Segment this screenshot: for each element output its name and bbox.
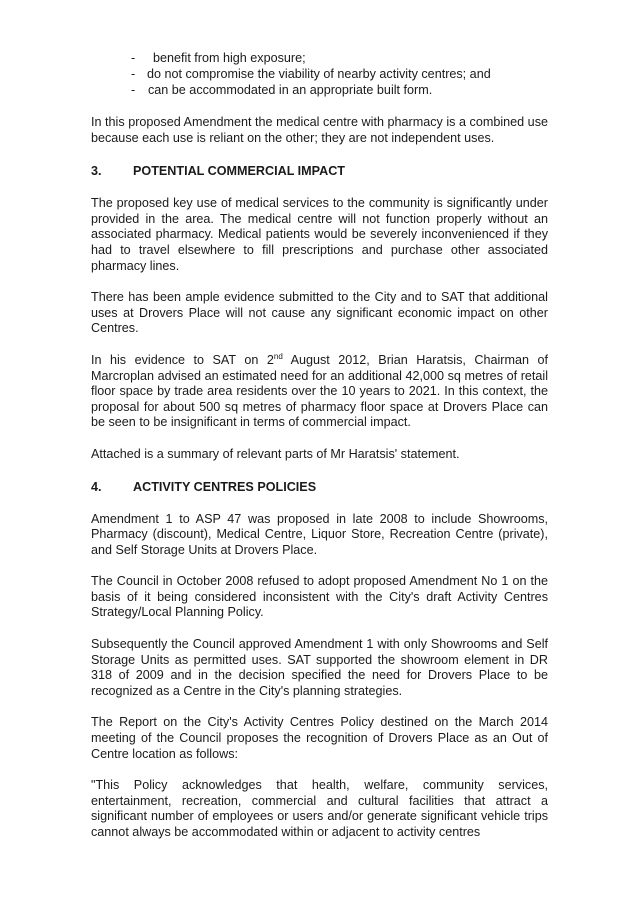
bullet-text: can be accommodated in an appropriate built form. <box>148 83 433 97</box>
section-4-heading <box>91 479 548 495</box>
section-4-quote-paragraph: "This Policy acknowledges that health, welfare, community services, entertainment, recreation, commercial and cultural facilities that attract a significant number of employees or users and/or generate significant vehicle trips cannot always be accommodated within or adjacent to activity centres <box>91 778 548 839</box>
document-page <box>91 50 548 841</box>
bullet-item <box>91 82 548 98</box>
bullet-item <box>91 66 548 82</box>
bullet-text: do not compromise the viability of nearby activity centres; and <box>147 67 491 81</box>
para3-body: August 2012, Brian Haratsis, Chairman of Marcroplan advised an estimated need for an additional 42,000 sq metres of retail floor space by trade area residents over the 10 years to 2021. In this context, the proposal for about 500 sq metres of pharmacy floor space at Drovers Place can be seen to be insignificant in terms of commercial impact. <box>91 352 548 430</box>
bullet-item <box>91 50 548 66</box>
bullet-text: benefit from high exposure; <box>153 51 306 65</box>
section-4-number: 4. <box>91 479 102 494</box>
section-4-paragraph-1: Amendment 1 to ASP 47 was proposed in late 2008 to include Showrooms, Pharmacy (discount), Medical Centre, Liquor Store, Recreation Centre (private), and Self Storage Units at Drovers Place. <box>91 511 548 557</box>
section-3-paragraph-3 <box>91 353 548 431</box>
section-4-paragraph-2: The Council in October 2008 refused to adopt proposed Amendment No 1 on the basis of it being considered inconsistent with the City's draft Activity Centres Strategy/Local Planning Policy. <box>91 574 548 620</box>
section-4-title: ACTIVITY CENTRES POLICIES <box>133 479 317 494</box>
section-3-paragraph-2: There has been ample evidence submitted to the City and to SAT that additional uses at Drovers Place will not cause any significant economic impact on other Centres. <box>91 290 548 336</box>
combined-use-paragraph: In this proposed Amendment the medical centre with pharmacy is a combined use because each use is reliant on the other; they are not independent uses. <box>91 115 548 145</box>
section-4-paragraph-4: The Report on the City's Activity Centres Policy destined on the March 2014 meeting of the Council proposes the recognition of Drovers Place as an Out of Centre location as follows: <box>91 715 548 761</box>
criteria-bullet-list <box>91 50 548 98</box>
section-3-number: 3. <box>91 164 102 179</box>
section-3-title: POTENTIAL COMMERCIAL IMPACT <box>133 164 345 179</box>
bullet-dash: - <box>131 83 136 97</box>
bullet-dash: - <box>131 67 136 81</box>
para3-lead: In his evidence to SAT on 2 <box>91 352 274 367</box>
section-4-paragraph-3: Subsequently the Council approved Amendment 1 with only Showrooms and Self Storage Units as permitted uses. SAT supported the showroom element in DR 318 of 2009 and in the decision specified the need for Drovers Place to be recognized as a Centre in the City's planning strategies. <box>91 637 548 698</box>
section-3-paragraph-4: Attached is a summary of relevant parts of Mr Haratsis' statement. <box>91 446 460 461</box>
section-3-paragraph-1: The proposed key use of medical services to the community is significantly under provided in the area. The medical centre will not function properly without an associated pharmacy. Medical patients would be severely inconvenienced if they had to travel elsewhere to fill prescriptions and purchase other associated pharmacy lines. <box>91 196 548 273</box>
ordinal-suffix: nd <box>273 351 283 361</box>
bullet-dash: - <box>131 51 136 65</box>
section-3-heading <box>91 163 548 179</box>
